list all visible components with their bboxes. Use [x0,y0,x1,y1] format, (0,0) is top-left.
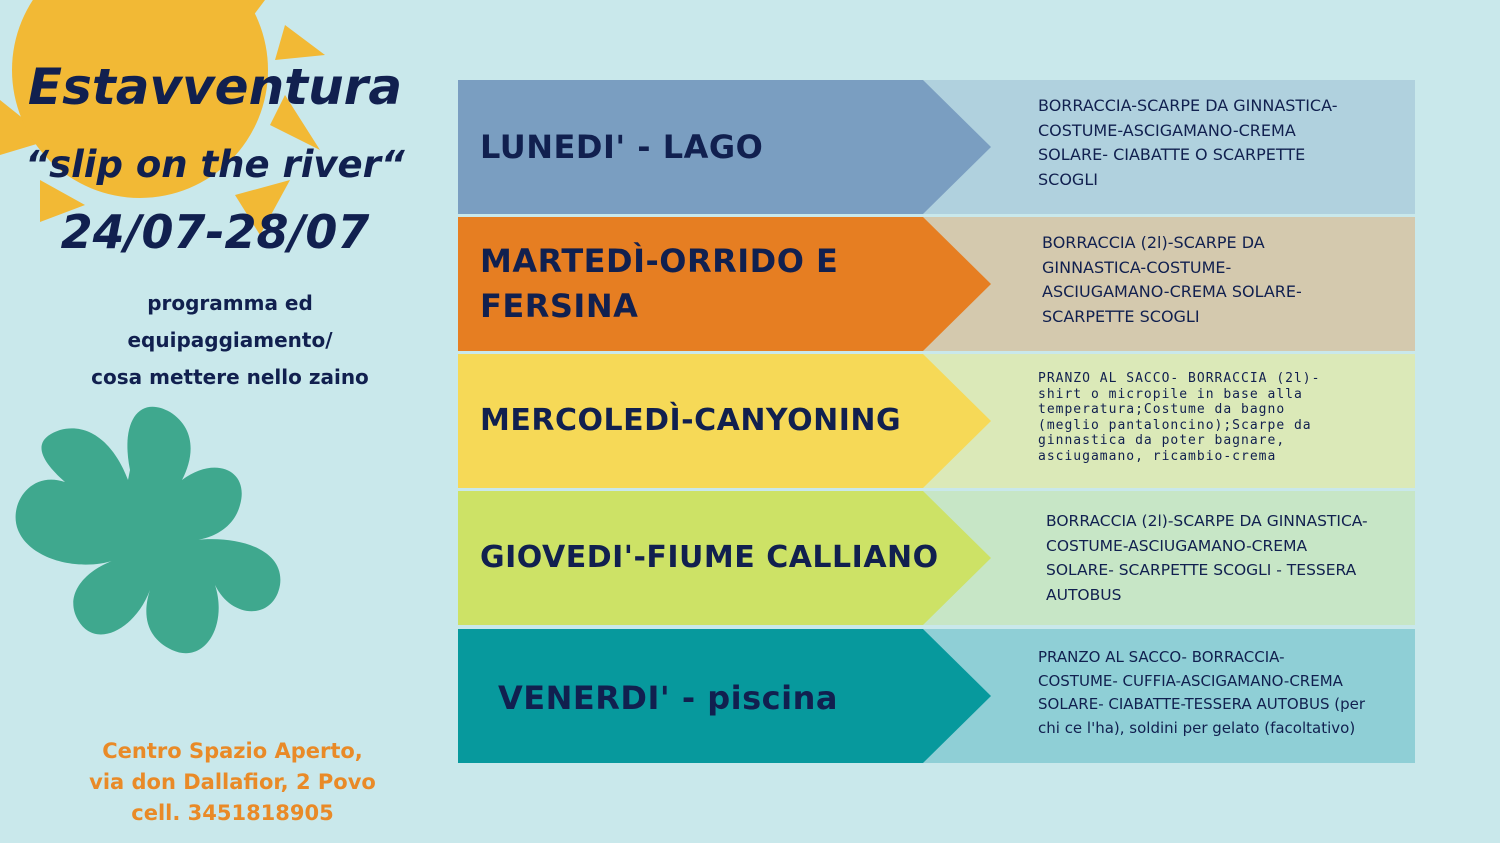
intro-line: equipaggiamento/ [127,328,333,352]
event-title: Estavventura [27,58,403,116]
equipment-list: BORRACCIA (2l)-SCARPE DA GINNASTICA- COSTUME-ASCIUGAMANO-CREMA SOLARE- SCARPETTE SCOGLI - TESSERA AUTOBUS [1046,512,1368,604]
schedule-row-wednesday [458,354,1415,488]
schedule-row-tuesday [458,217,1415,351]
equipment-list: PRANZO AL SACCO- BORRACCIA- COSTUME- CUFFIA-ASCIGAMANO-CREMA SOLARE- CIABATTE-TESSERA AUTOBUS (per chi ce l'ha), soldini per gelato (facoltativo) [1038,648,1366,737]
day-label: MARTEDÌ-ORRIDO E FERSINA [480,242,839,325]
intro-line: cosa mettere nello zaino [91,365,369,389]
address-line: via don Dallafior, 2 Povo [89,770,376,794]
address-line: cell. 3451818905 [131,801,334,825]
equipment-list: BORRACCIA (2l)-SCARPE DA GINNASTICA-COSTUME- ASCIUGAMANO-CREMA SOLARE- SCARPETTE SCOGLI [1042,233,1302,326]
equipment-list: BORRACCIA-SCARPE DA GINNASTICA- COSTUME-ASCIGAMANO-CREMA SOLARE- CIABATTE O SCARPETTE SCOGLI [1038,96,1338,189]
intro-text [40,285,420,396]
event-subtitle: “slip on the river“ [25,143,405,186]
equipment-list: PRANZO AL SACCO- BORRACCIA (2l)- shirt o micropile in base alla temperatura;Costume da bagno (meglio pantaloncino);Scarpe da ginnastica da poter bagnare, asciugamano, ricambio-crema [1038,371,1321,464]
event-dates: 24/07-28/07 [60,205,370,259]
day-label: LUNEDI' - LAGO [480,128,764,166]
schedule-row-thursday [458,491,1415,625]
day-label: GIOVEDI'-FIUME CALLIANO [480,540,939,575]
schedule-row-friday [458,629,1415,763]
address-block [60,736,405,829]
schedule-row-monday [458,80,1415,214]
address-line: Centro Spazio Aperto, [102,739,363,763]
day-label: MERCOLEDÌ-CANYONING [480,403,902,438]
day-label: VENERDI' - piscina [498,679,838,717]
intro-line: programma ed [147,291,313,315]
